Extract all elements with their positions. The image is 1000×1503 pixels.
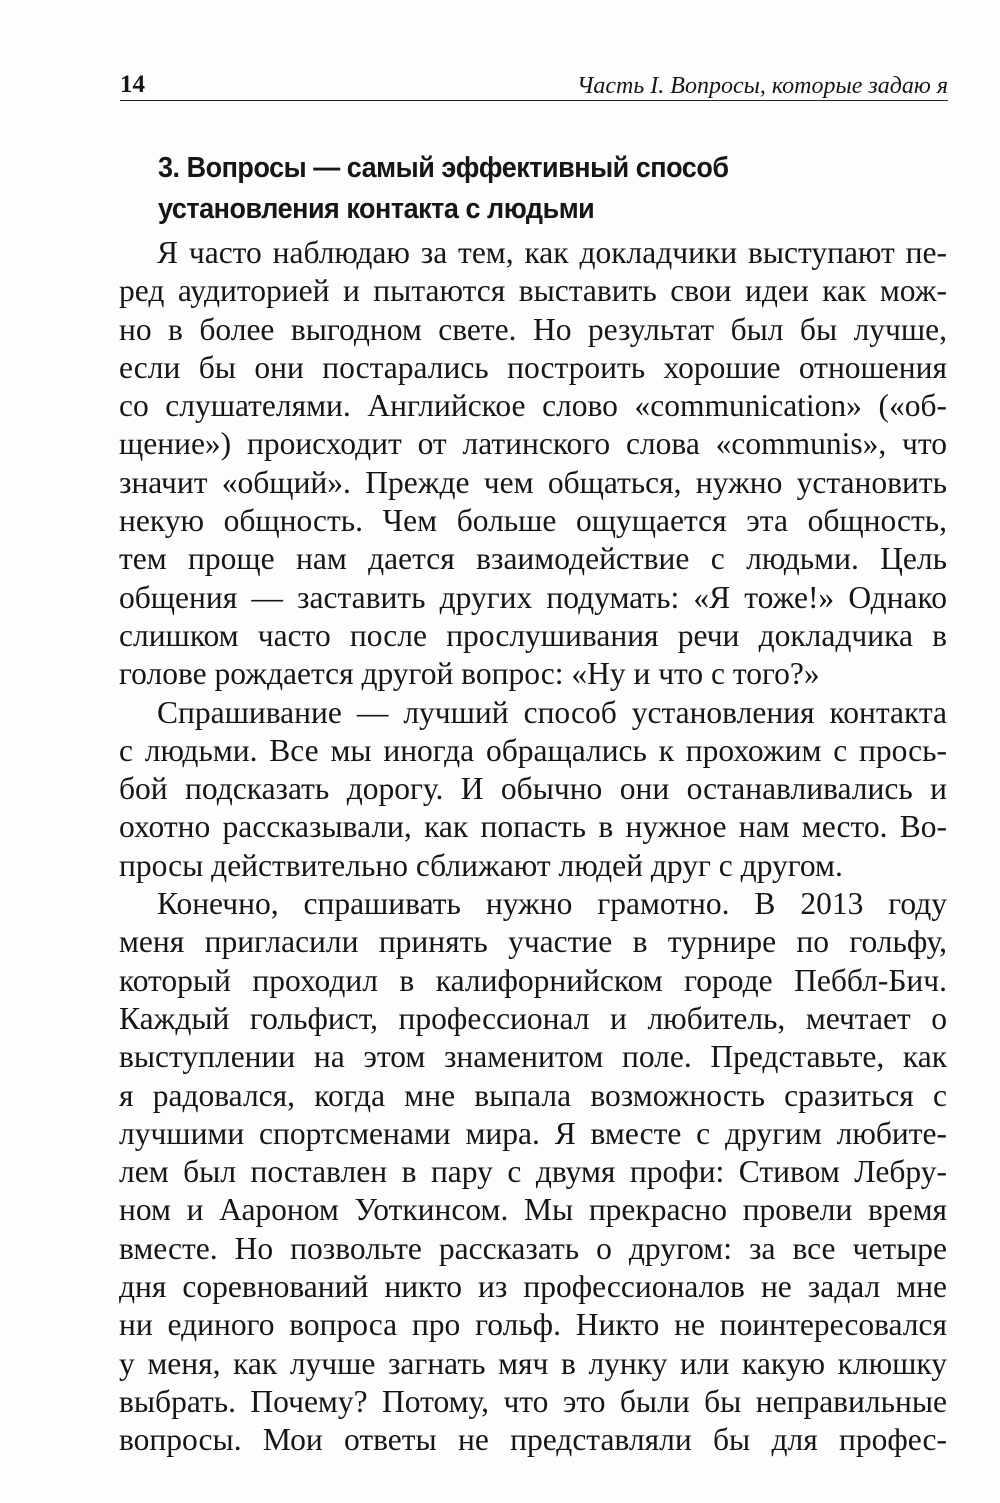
text-line: ни единого вопроса про гольф. Никто не поинтересовался [119, 1307, 947, 1343]
text-line: ред аудиторией и пытаются выставить свои идеи как мож- [119, 273, 947, 309]
text-line: ном и Аароном Уоткинсом. Мы прекрасно провели время [119, 1192, 947, 1228]
text-line: Я часто наблюдаю за тем, как докладчики выступают пе- [157, 235, 947, 270]
text-line: вместе. Но позвольте рассказать о другом: за все четыре [119, 1230, 947, 1266]
text-line: охотно рассказывали, как попасть в нужное нам место. Во- [119, 809, 947, 845]
text-line: Конечно, спрашивать нужно грамотно. В 2013 году [157, 886, 947, 922]
paragraph-3 [119, 885, 947, 1459]
text-line: общения — заставить других подумать: «Я тоже!» Однако [119, 579, 947, 615]
text-line: выбрать. Почему? Потому, что это были бы неправильные [119, 1383, 947, 1419]
text-line: с людьми. Все мы иногда обращались к прохожим с прось- [119, 732, 947, 768]
text-line: Каждый гольфист, профессионал и любитель, мечтает о [119, 1000, 947, 1036]
running-title: Часть I. Вопросы, которые задаю я [576, 73, 948, 99]
text-line: но в более выгодном свете. Но результат был бы лучше, [119, 311, 947, 347]
page-number: 14 [120, 71, 145, 98]
text-line: некую общность. Чем больше ощущается эта общность, [119, 503, 947, 539]
text-line: тем проще нам дается взаимодействие с людьми. Цель [119, 541, 947, 577]
section-heading [158, 148, 865, 230]
text-line: меня пригласили принять участие в турнире по гольфу, [119, 924, 947, 960]
text-line: лучшими спортсменами мира. Я вместе с другим любите- [119, 1115, 947, 1151]
text-line: бой подсказать дорогу. И обычно они останавливались и [119, 771, 947, 807]
text-line: лем был поставлен в пару с двумя профи: Стивом Лебру- [119, 1154, 947, 1190]
section-heading-line: 3. Вопросы — самый эффективный способ [158, 152, 729, 184]
text-line: я радовался, когда мне выпала возможность сразиться с [119, 1077, 947, 1113]
body-text [119, 234, 947, 1460]
running-header [120, 70, 948, 101]
paragraph-2 [119, 694, 947, 885]
text-line: слишком часто после прослушивания речи докладчика в [119, 617, 947, 653]
paragraph-1 [119, 234, 947, 694]
text-line: щение») происходит от латинского слова «communis», что [119, 426, 947, 462]
section-heading-line: установления контакта с людьми [158, 193, 595, 225]
text-line: голове рождается другой вопрос: «Ну и что с того?» [119, 656, 820, 692]
text-line: у меня, как лучше загнать мяч в лунку или какую клюшку [119, 1345, 947, 1381]
text-line: дня соревнований никто из профессионалов не задал мне [119, 1269, 947, 1305]
text-line: просы действительно сближают людей друг с другом. [119, 847, 843, 883]
text-line: вопросы. Мои ответы не представляли бы для профес- [119, 1422, 947, 1458]
text-line: выступлении на этом знаменитом поле. Представьте, как [119, 1039, 947, 1075]
text-line: со слушателями. Английское слово «communication» («об- [119, 388, 947, 424]
text-line: если бы они постарались построить хорошие отношения [119, 349, 947, 385]
text-line: Спрашивание — лучший способ установления контакта [157, 694, 947, 730]
text-line: который проходил в калифорнийском городе Пеббл-Бич. [119, 962, 947, 998]
text-line: значит «общий». Прежде чем общаться, нужно установить [119, 464, 947, 500]
